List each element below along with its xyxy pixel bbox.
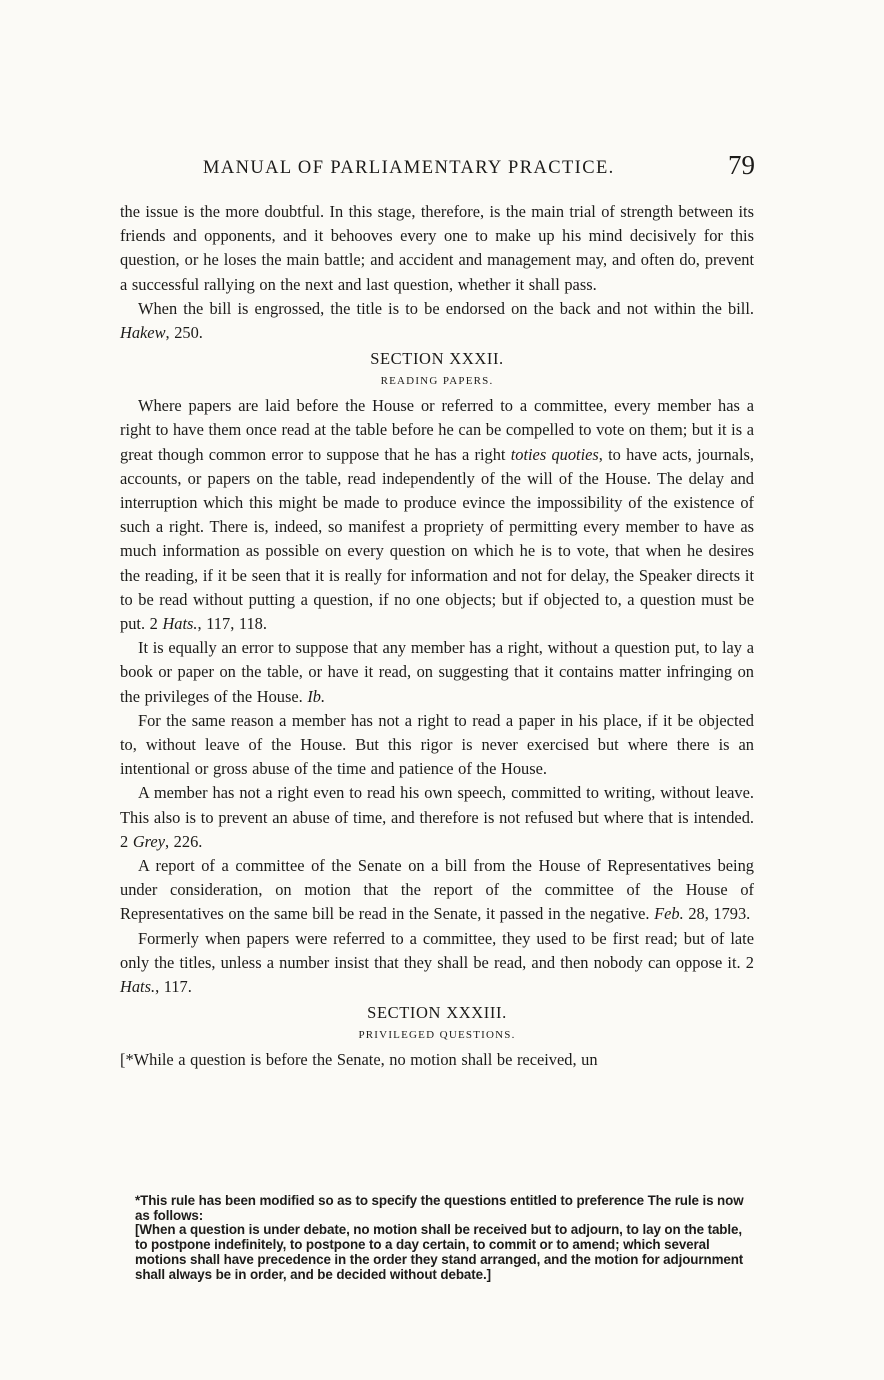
paragraph-equally-error	[120, 636, 754, 709]
footnote	[135, 1194, 755, 1282]
running-head: MANUAL OF PARLIAMENTARY PRACTICE.	[203, 158, 615, 178]
section-subtitle: READING PAPERS.	[380, 375, 494, 388]
paragraph-senate-report	[120, 854, 754, 927]
section-title: SECTION XXXIII.	[367, 1003, 507, 1023]
paragraph-text: Where papers are laid before the House or referred to a committee, every member has a right to have them once read at the table before he can be compelled to vote on them; but it is a great though common error to suppose that he has a right	[120, 396, 754, 464]
citation-rest: , 117, 118.	[197, 614, 267, 634]
paragraph-formerly	[120, 927, 754, 1000]
paragraph-own-speech	[120, 781, 754, 854]
citation-name: Hats.	[120, 977, 156, 997]
paragraph-engrossed	[120, 297, 754, 345]
citation-name: Hats.	[162, 614, 198, 634]
body-text	[120, 200, 754, 1073]
citation-name: Hakew	[120, 323, 166, 343]
page-header	[135, 150, 757, 190]
footnote-rule-text: [When a question is under debate, no motion shall be received but to adjourn, to lay on the table, to postpone indefinitely, to postpone to a day certain, to commit or to amend; which several motions shall have precedence in the order they stand arranged, and the motion for adjournment shall always be in order, and be decided without debate.]	[135, 1222, 744, 1282]
citation-rest: , 226.	[164, 831, 203, 851]
italic-phrase: toties quoties	[510, 444, 599, 464]
footnote-line: *This rule has been modified so as to specify the questions entitled to preference The rule is now as follows:	[135, 1193, 744, 1223]
paragraph-text: A report of a committee of the Senate on a bill from the House of Representatives being under consideration, on motion that the report of the committee of the House of Representatives on the same bill be read in the Senate, it passed in the negative.	[120, 856, 754, 924]
citation-name: Ib.	[307, 686, 326, 706]
paragraph-reading-papers	[120, 394, 754, 636]
paragraph-text: It is equally an error to suppose that any member has a right, without a question put, to lay a book or paper on the table, or have it read, on suggesting that it contains matter infringing on the privileges of the House.	[120, 638, 754, 706]
paragraph-continuation: the issue is the more doubtful. In this stage, therefore, is the main trial of strength between its friends and opponents, and it behooves every one to make up his mind decisively for this question, or he loses the main battle; and accident and management may, and often do, prevent a successful rallying on the next and last question, whether it shall pass.	[120, 202, 754, 294]
section-title: SECTION XXXII.	[370, 349, 504, 369]
paragraph-text: A member has not a right even to read his own speech, committed to writing, without leave. This also is to prevent an abuse of time, and therefore is not refused but where that is intended. 2	[120, 783, 754, 851]
section-subtitle: PRIVILEGED QUESTIONS.	[358, 1029, 516, 1042]
citation-rest: , 117.	[155, 977, 192, 997]
paragraph-text: , to have acts, journals, accounts, or papers on the table, read independently of the will of the House. The delay and interruption which this might be made to produce evince the impossibility of the existence of such a right. There is, indeed, so manifest a propriety of permitting every member to have as much information as possible on every question on which he is to vote, that when he desires the reading, if it be seen that it is really for information and not for delay, the Speaker directs it to be read without putting a question, if no one objects; but if objected to, a question must be put. 2	[120, 444, 754, 634]
page-number: 79	[728, 150, 755, 180]
paragraph-text: When the bill is engrossed, the title is to be endorsed on the back and not within the bill.	[138, 298, 754, 318]
paragraph-text: Formerly when papers were referred to a committee, they used to be first read; but of late only the titles, unless a number insist that they shall be read, and then nobody can oppose it. 2	[120, 928, 754, 972]
citation-name: Grey	[132, 831, 165, 851]
paragraph-same-reason: For the same reason a member has not a right to read a paper in his place, if it be objected to, without leave of the House. But this rigor is never exercised but where there is an intentional or gross abuse of the time and patience of the House.	[120, 710, 754, 779]
citation-name: Feb.	[654, 904, 684, 924]
paragraph-privileged: [*While a question is before the Senate, no motion shall be received, un	[120, 1050, 598, 1070]
citation-rest: , 250.	[165, 323, 203, 343]
citation-rest: 28, 1793.	[683, 904, 751, 924]
